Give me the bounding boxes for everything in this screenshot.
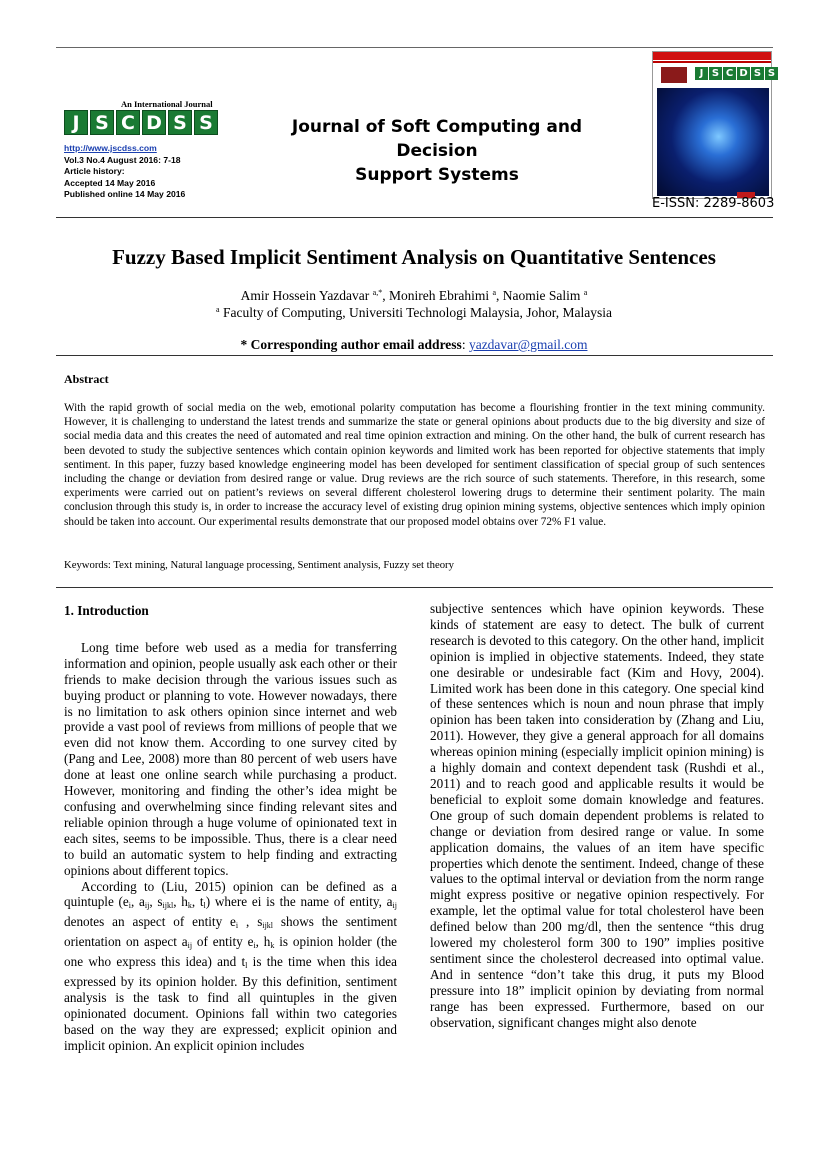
author-sup: a,* [372,288,383,297]
abstract-heading: Abstract [64,372,109,386]
cover-logo-letter: D [737,67,750,80]
logo-letter: C [116,110,140,135]
author-name: Amir Hossein Yazdavar [240,288,370,303]
cover-logo-letter: C [723,67,736,80]
header-bottom-rule [56,217,773,218]
subscript: i [128,901,132,911]
body-paragraph: According to (Liu, 2015) opinion can be defined as a quintuple ($e_i$, $a_{ij}$, $s_{ijkl}$, $h_k$, $t_l$) where ei is the name of entity, $a_{ij}$ denotes an aspect of entity $e_i$ , $s_{ijkl}$ shows the sentiment orientation on aspect $a_{ij}$ of entity $e_i$, $h_k$ is opinion holder (the one who express this idea) and $t_l$ is the time when this idea expressed by its opinion holder. By this definition, sentiment analysis is the task to find all quintuples in the given opinionated document. Opinions fall within two categories based on the way they are expressed; explicit opinion and implicit opinion. An explicit opinion includes [64,878,398,1053]
journal-title-line1: Journal of Soft Computing and Decision [291,117,583,161]
journal-title [262,115,612,187]
published-date: Published online 14 May 2016 [64,189,186,200]
subscript: k [270,941,275,951]
article-meta [64,143,185,201]
text-run: where ei is the name of entity, a [214,894,393,910]
abstract-text: With the rapid growth of social media on the web, emotional polarity computation has become a flourishing frontier in the text mining community. However, it is challenging to understand the latest trends and summarize the state or general opinions about products due to the big diversity and size of social media data and this creates the need of automated and real time opinion extraction and mining. On the other hand, the bulk of current research has been devoted to study the subjective sentences which contain opinion keywords and limited work has been reported for objective statements that imply sentiment. In this paper, fuzzy based knowledge engineering model has been developed for sentiment classification of special group of such sentences including the change or deviation from desired range or value. Drug reviews are the rich source of such statements. Therefore, in this research, some experiments were carried out on patient’s reviews on several different cholesterol lowering drugs to determine their sentiment polarity. The main conclusion through this study is, in order to increase the accuracy level of existing drug opinion mining systems, objective sentences which imply opinion should be taken into account. Our experimental results demonstrate that our proposed model obtains over 72% F1 value. [64,402,765,528]
text-run: , s [246,914,263,930]
author-separator: , [382,288,389,303]
subscript: i [253,941,256,951]
paper-title: Fuzzy Based Implicit Sentiment Analysis on Quantitative Sentences [112,245,716,269]
author-list [0,288,828,304]
corresponding-email-link[interactable]: yazdavar@gmail.com [468,337,588,352]
subscript: ijkl [262,921,274,931]
abstract-top-rule [56,355,773,356]
logo-letters [64,110,220,135]
cover-red-stripe [653,61,771,63]
affiliation [0,305,828,321]
text-run: According to (Liu, 2015) opinion can be defined as a quintuple (e [64,878,397,910]
body-paragraph: subjective sentences which have opinion keywords. These kinds of statement are easy to detect. The bulk of current research is devoted to this category. On the other hand, implicit opinion is implied in objective statements. Indeed, they state one desirable or undesirable fact (Kim and Hovy, 2004). Limited work has been done in this category. One special kind of these sentences which is noun and noun phrase that imply opinion has been taken into consideration by (Zhang and Liu, 2011). However, they give a general approach for all domains whereas opinion mining (especially implicit opinion mining) is a highly domain and context dependent task (Rushdi et al., 2011) and to reach good and applicable results it would be beneficial to exploit some domain knowledge and features. One group of such domain dependent problems is related to change or deviation from desired range or value. In some application domains, the values of an item have specific properties which denote the sentiment. Indeed, change of these values to the optimal interval or deviation from the norm range might express positive or negative opinion respectively. For example, let the optimal value for total cholesterol have been defined below than 200 mg/dl, then the sentence “this drug lowered my cholesterol form 300 to 190” implies positive sentiment since the cholesterol decreased into optimal value. And in sentence “don’t take this drug, it puts my Blood pressure into 18” implicit opinion by deviating from normal range has been expressed. Furthermore, based on our observation, significant changes might also denote [430,601,764,1030]
journal-title-line2: Support Systems [355,165,519,185]
text-run: , h [255,934,271,950]
cover-logo-letter: S [709,67,722,80]
text-run: of entity e [196,934,254,950]
cover-logo-letter: J [695,67,708,80]
corr-colon: : [461,337,469,352]
subscript: k [187,901,192,911]
cover-logo-letter: S [765,67,778,80]
affiliation-sup: a [216,305,220,314]
cover-logo [695,67,779,80]
logo-letter: S [194,110,218,135]
logo-letter: J [64,110,88,135]
subscript: ij [144,901,150,911]
text-run: denotes an aspect of entity e [64,914,236,930]
subscript: ijkl [162,901,174,911]
journal-url-link[interactable]: http://www.jscdss.com [64,143,157,153]
affiliation-text: Faculty of Computing, Universiti Technologi Malaysia, Johor, Malaysia [222,305,612,320]
corresponding-author [0,337,828,353]
body-left-column [64,601,397,1054]
text-run: is opinion holder (the one who express this idea) and t [64,934,398,970]
cover-emblem [661,67,687,83]
author-sup: a [583,288,588,297]
logo-letter: S [168,110,192,135]
author-name: Monireh Ebrahimi [388,288,490,303]
cover-header-band [653,52,771,60]
body-right-column [430,601,764,1030]
history-label: Article history: [64,166,125,177]
header-top-rule [56,47,773,48]
issn-label: E-ISSN: 2289-8603 [652,196,775,211]
subscript: l [245,961,248,971]
subscript: i [235,921,239,931]
volume-line: Vol.3 No.4 August 2016: 7-18 [64,154,181,165]
abstract-bottom-rule [56,587,773,588]
subscript: ij [187,941,193,951]
corresponding-label: * Corresponding author email address [240,337,462,352]
keywords: Keywords: Text mining, Natural language processing, Sentiment analysis, Fuzzy set theory [64,559,454,571]
subscript: ij [392,901,397,911]
logo-letter: S [90,110,114,135]
author-name: Naomie Salim [502,288,581,303]
author-separator: , [496,288,503,303]
cover-logo-letter: S [751,67,764,80]
text-run: is the time when this idea expressed by its opinion holder. By this definition, sentiment analysis is the task to find all quintuples in the given opinionated document. Opinions fall within two categories based on the way they are expressed; explicit opinion and implicit opinion. An explicit opinion includes [64,954,398,1053]
subscript: l [203,901,206,911]
logo-letter: D [142,110,166,135]
text-run: shows the sentiment orientation on aspect a [64,914,397,950]
body-paragraph: Long time before web used as a media for transferring information and opinion, people usually ask each other or their friends to make decision through the various issues such as buying product or planning to vote. However nowadays, there is no limitation to ask others opinion since internet and web provide a vast pool of reviews from millions of people that we even did not know them. According to one survey cited by (Pang and Lee, 2008) more than 80 percent of web users have done at least one online search while purchasing a product. However, monitoring and finding the other’s idea might be confusing and overwhelming since finding relevant sites and reliable opinion through a huge volume of opinionated text in each sites, seems to be impossible. Thus, there is a clear need to build an automatic system to help finding and extracting opinions about different topics. [64,639,397,878]
accepted-date: Accepted 14 May 2016 [64,177,156,188]
logo-tagline: An International Journal [121,99,213,109]
section-heading: 1. Introduction [64,603,149,618]
journal-cover-image [652,51,776,199]
author-sup: a [492,288,497,297]
cover-brain-artwork [657,88,769,196]
